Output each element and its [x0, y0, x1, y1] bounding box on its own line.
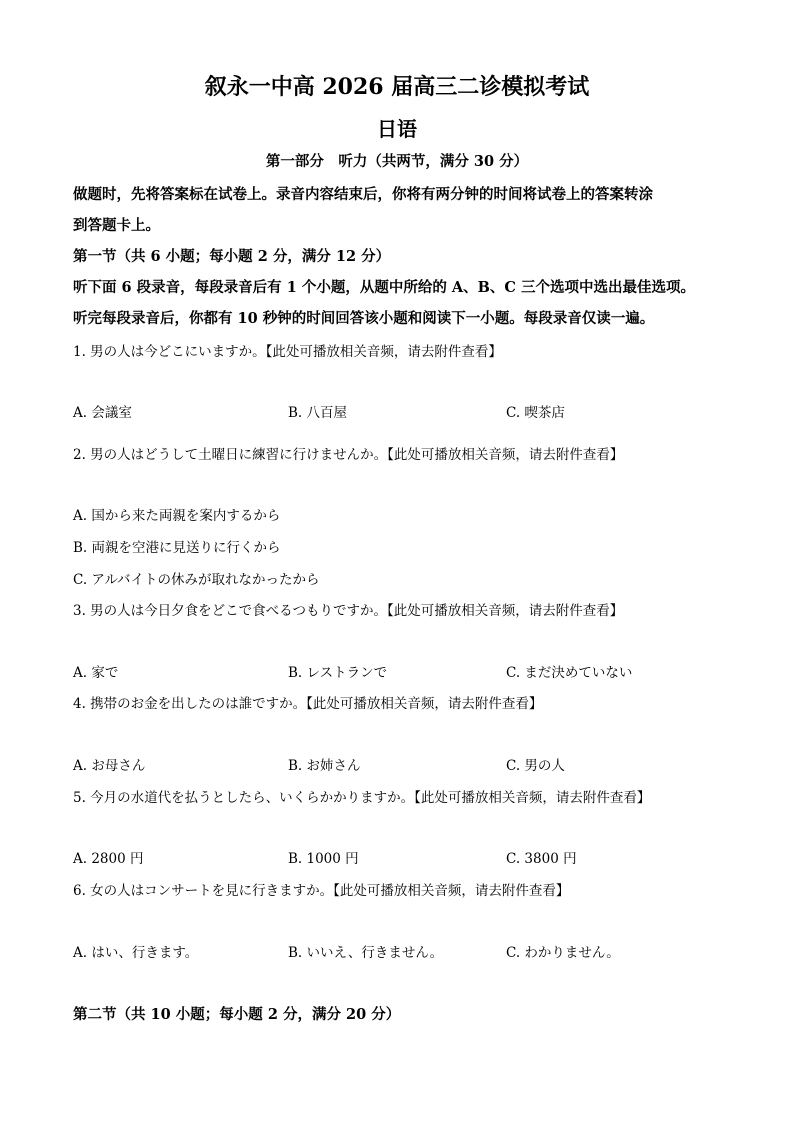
- question-3: 3. 男の人は今日夕食をどこで食べるつもりですか。【此处可播放相关音频，请去附件查看】: [73, 603, 624, 619]
- question-1: 1. 男の人は今どこにいますか。【此处可播放相关音频，请去附件查看】: [73, 344, 502, 360]
- question-2-option-c: C. アルバイトの休みが取れなかったから: [73, 572, 320, 588]
- question-5: 5. 今月の水道代を払うとしたら、いくらかかりますか。【此处可播放相关音频，请去附件查看】: [73, 790, 651, 806]
- question-6: 6. 女の人はコンサートを見に行きますか。【此处可播放相关音频，请去附件查看】: [73, 883, 570, 899]
- question-3-option-c: C. まだ決めていない: [506, 665, 633, 681]
- question-2: 2. 男の人はどうして土曜日に練習に行けませんか。【此处可播放相关音频，请去附件查看】: [73, 447, 624, 463]
- subject-title: 日语: [377, 117, 417, 141]
- question-3-option-b: B. レストランで: [288, 665, 388, 681]
- question-2-option-a: A. 国から来た両親を案内するから: [73, 508, 281, 524]
- question-5-option-c: C. 3800 円: [506, 851, 577, 867]
- question-3-option-a: A. 家で: [73, 665, 119, 681]
- part-heading: 第一部分 听力（共两节，满分 30 分）: [265, 153, 529, 170]
- exam-title: 叙永一中高 2026 届高三二诊模拟考试: [204, 74, 590, 100]
- question-6-option-a: A. はい、行きます。: [73, 945, 199, 961]
- question-1-option-a: A. 会議室: [73, 405, 132, 421]
- question-4-option-a: A. お母さん: [73, 758, 146, 774]
- section1-line-2: 听完每段录音后，你都有 10 秒钟的时间回答该小题和阅读下一小题。每段录音仅读一遍。: [73, 310, 655, 327]
- section1-line-1: 听下面 6 段录音，每段录音后有 1 个小题，从题中所给的 A、B、C 三个选项中选出最佳选项。: [73, 279, 696, 296]
- question-1-option-b: B. 八百屋: [288, 405, 348, 421]
- section1-heading: 第一节（共 6 小题；每小题 2 分，满分 12 分）: [73, 248, 391, 265]
- question-4-option-b: B. お姉さん: [288, 758, 361, 774]
- section2-heading: 第二节（共 10 小题；每小题 2 分，满分 20 分）: [73, 1006, 401, 1023]
- question-1-option-c: C. 喫茶店: [506, 405, 565, 421]
- instruction-line-1: 做题时，先将答案标在试卷上。录音内容结束后，你将有两分钟的时间将试卷上的答案转涂: [73, 186, 653, 203]
- question-5-option-b: B. 1000 円: [288, 851, 359, 867]
- question-6-option-b: B. いいえ、行きません。: [288, 945, 444, 961]
- question-5-option-a: A. 2800 円: [73, 851, 144, 867]
- question-6-option-c: C. わかりません。: [506, 945, 620, 961]
- question-4: 4. 携帯のお金を出したのは誰ですか。【此处可播放相关音频，请去附件查看】: [73, 696, 543, 712]
- question-4-option-c: C. 男の人: [506, 758, 565, 774]
- question-2-option-b: B. 両親を空港に見送りに行くから: [73, 540, 281, 556]
- instruction-line-2: 到答题卡上。: [73, 217, 160, 234]
